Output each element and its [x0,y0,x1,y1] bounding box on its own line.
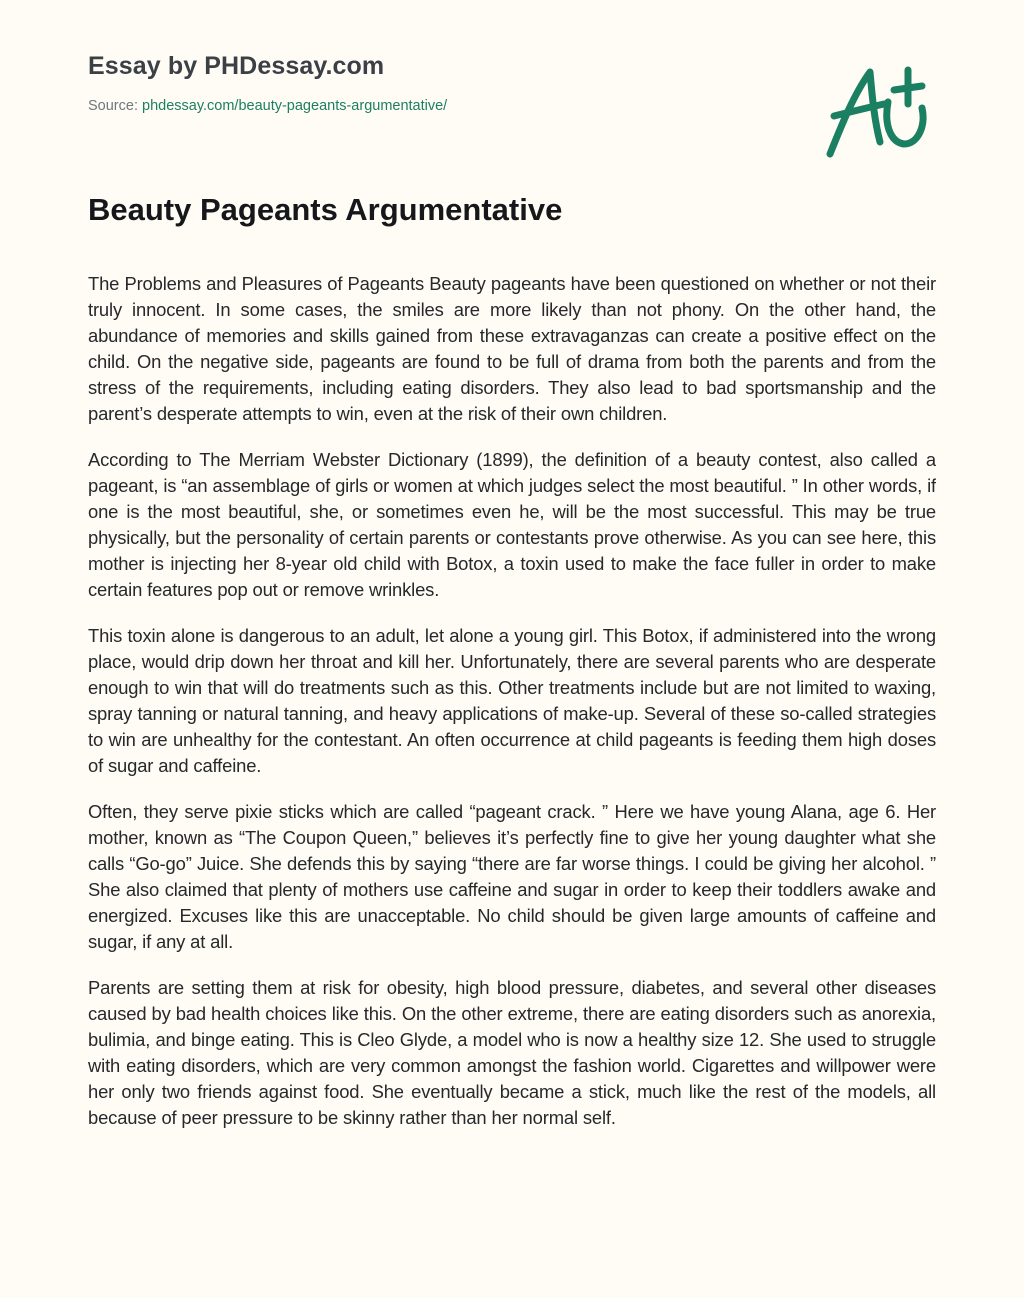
essay-paragraph: This toxin alone is dangerous to an adult, let alone a young girl. This Botox, if administered into the wrong place, would drip down her throat and kill her. Unfortunately, there are several parents who are desperate enough to win that will do treatments such as this. Other treatments include but are not limited to waxing, spray tanning or natural tanning, and heavy applications of make-up. Several of these so-called strategies to win are unhealthy for the contestant. An often occurrence at child pageants is feeding them high doses of sugar and caffeine. [88,625,936,776]
a-plus-grade-icon [822,64,932,164]
essay-paragraph: The Problems and Pleasures of Pageants Beauty pageants have been questioned on whether or not their truly innocent. In some cases, the smiles are more likely than not phony. On the other hand, the abundance of memories and skills gained from these extravaganzas can create a positive effect on the child. On the negative side, pageants are found to be full of drama from both the parents and from the stress of the requirements, including eating disorders. They also lead to bad sportsmanship and the parent’s desperate attempts to win, even at the risk of their own children. [88,273,936,424]
essay-paragraph: Parents are setting them at risk for obesity, high blood pressure, diabetes, and several other diseases caused by bad health choices like this. On the other extreme, there are eating disorders such as anorexia, bulimia, and binge eating. This is Cleo Glyde, a model who is now a healthy size 12. She used to struggle with eating disorders, which are very common amongst the fashion world. Cigarettes and willpower were her only two friends against food. She eventually became a stick, much like the rest of the models, all because of peer pressure to be skinny rather than her normal self. [88,977,936,1128]
source-link[interactable]: phdessay.com/beauty-pageants-argumentative/ [142,98,448,114]
essay-title: Beauty Pageants Argumentative [88,192,563,227]
source-label: Source: [88,98,142,114]
brand-name: Essay by PHDessay.com [88,52,385,80]
essay-paragraph: According to The Merriam Webster Dictionary (1899), the definition of a beauty contest, also called a pageant, is “an assemblage of girls or women at which judges select the most beautiful. ” In other words, if one is the most beautiful, she, or sometimes even he, will be the most successful. This may be true physically, but the personality of certain parents or contestants prove otherwise. As you can see here, this mother is injecting her 8-year old child with Botox, a toxin used to make the face fuller in order to make certain features pop out or remove wrinkles. [88,449,936,600]
essay-paragraph: Often, they serve pixie sticks which are called “pageant crack. ” Here we have young Alana, age 6. Her mother, known as “The Coupon Queen,” believes it’s perfectly fine to give her young daughter what she calls “Go-go” Juice. She defends this by saying “there are far worse things. I could be giving her alcohol. ” She also claimed that plenty of mothers use caffeine and sugar in order to keep their toddlers awake and energized. Excuses like this are unacceptable. No child should be given large amounts of caffeine and sugar, if any at all. [88,801,936,952]
source-line [88,96,447,116]
essay-body [88,271,936,1250]
site-header [88,50,447,116]
